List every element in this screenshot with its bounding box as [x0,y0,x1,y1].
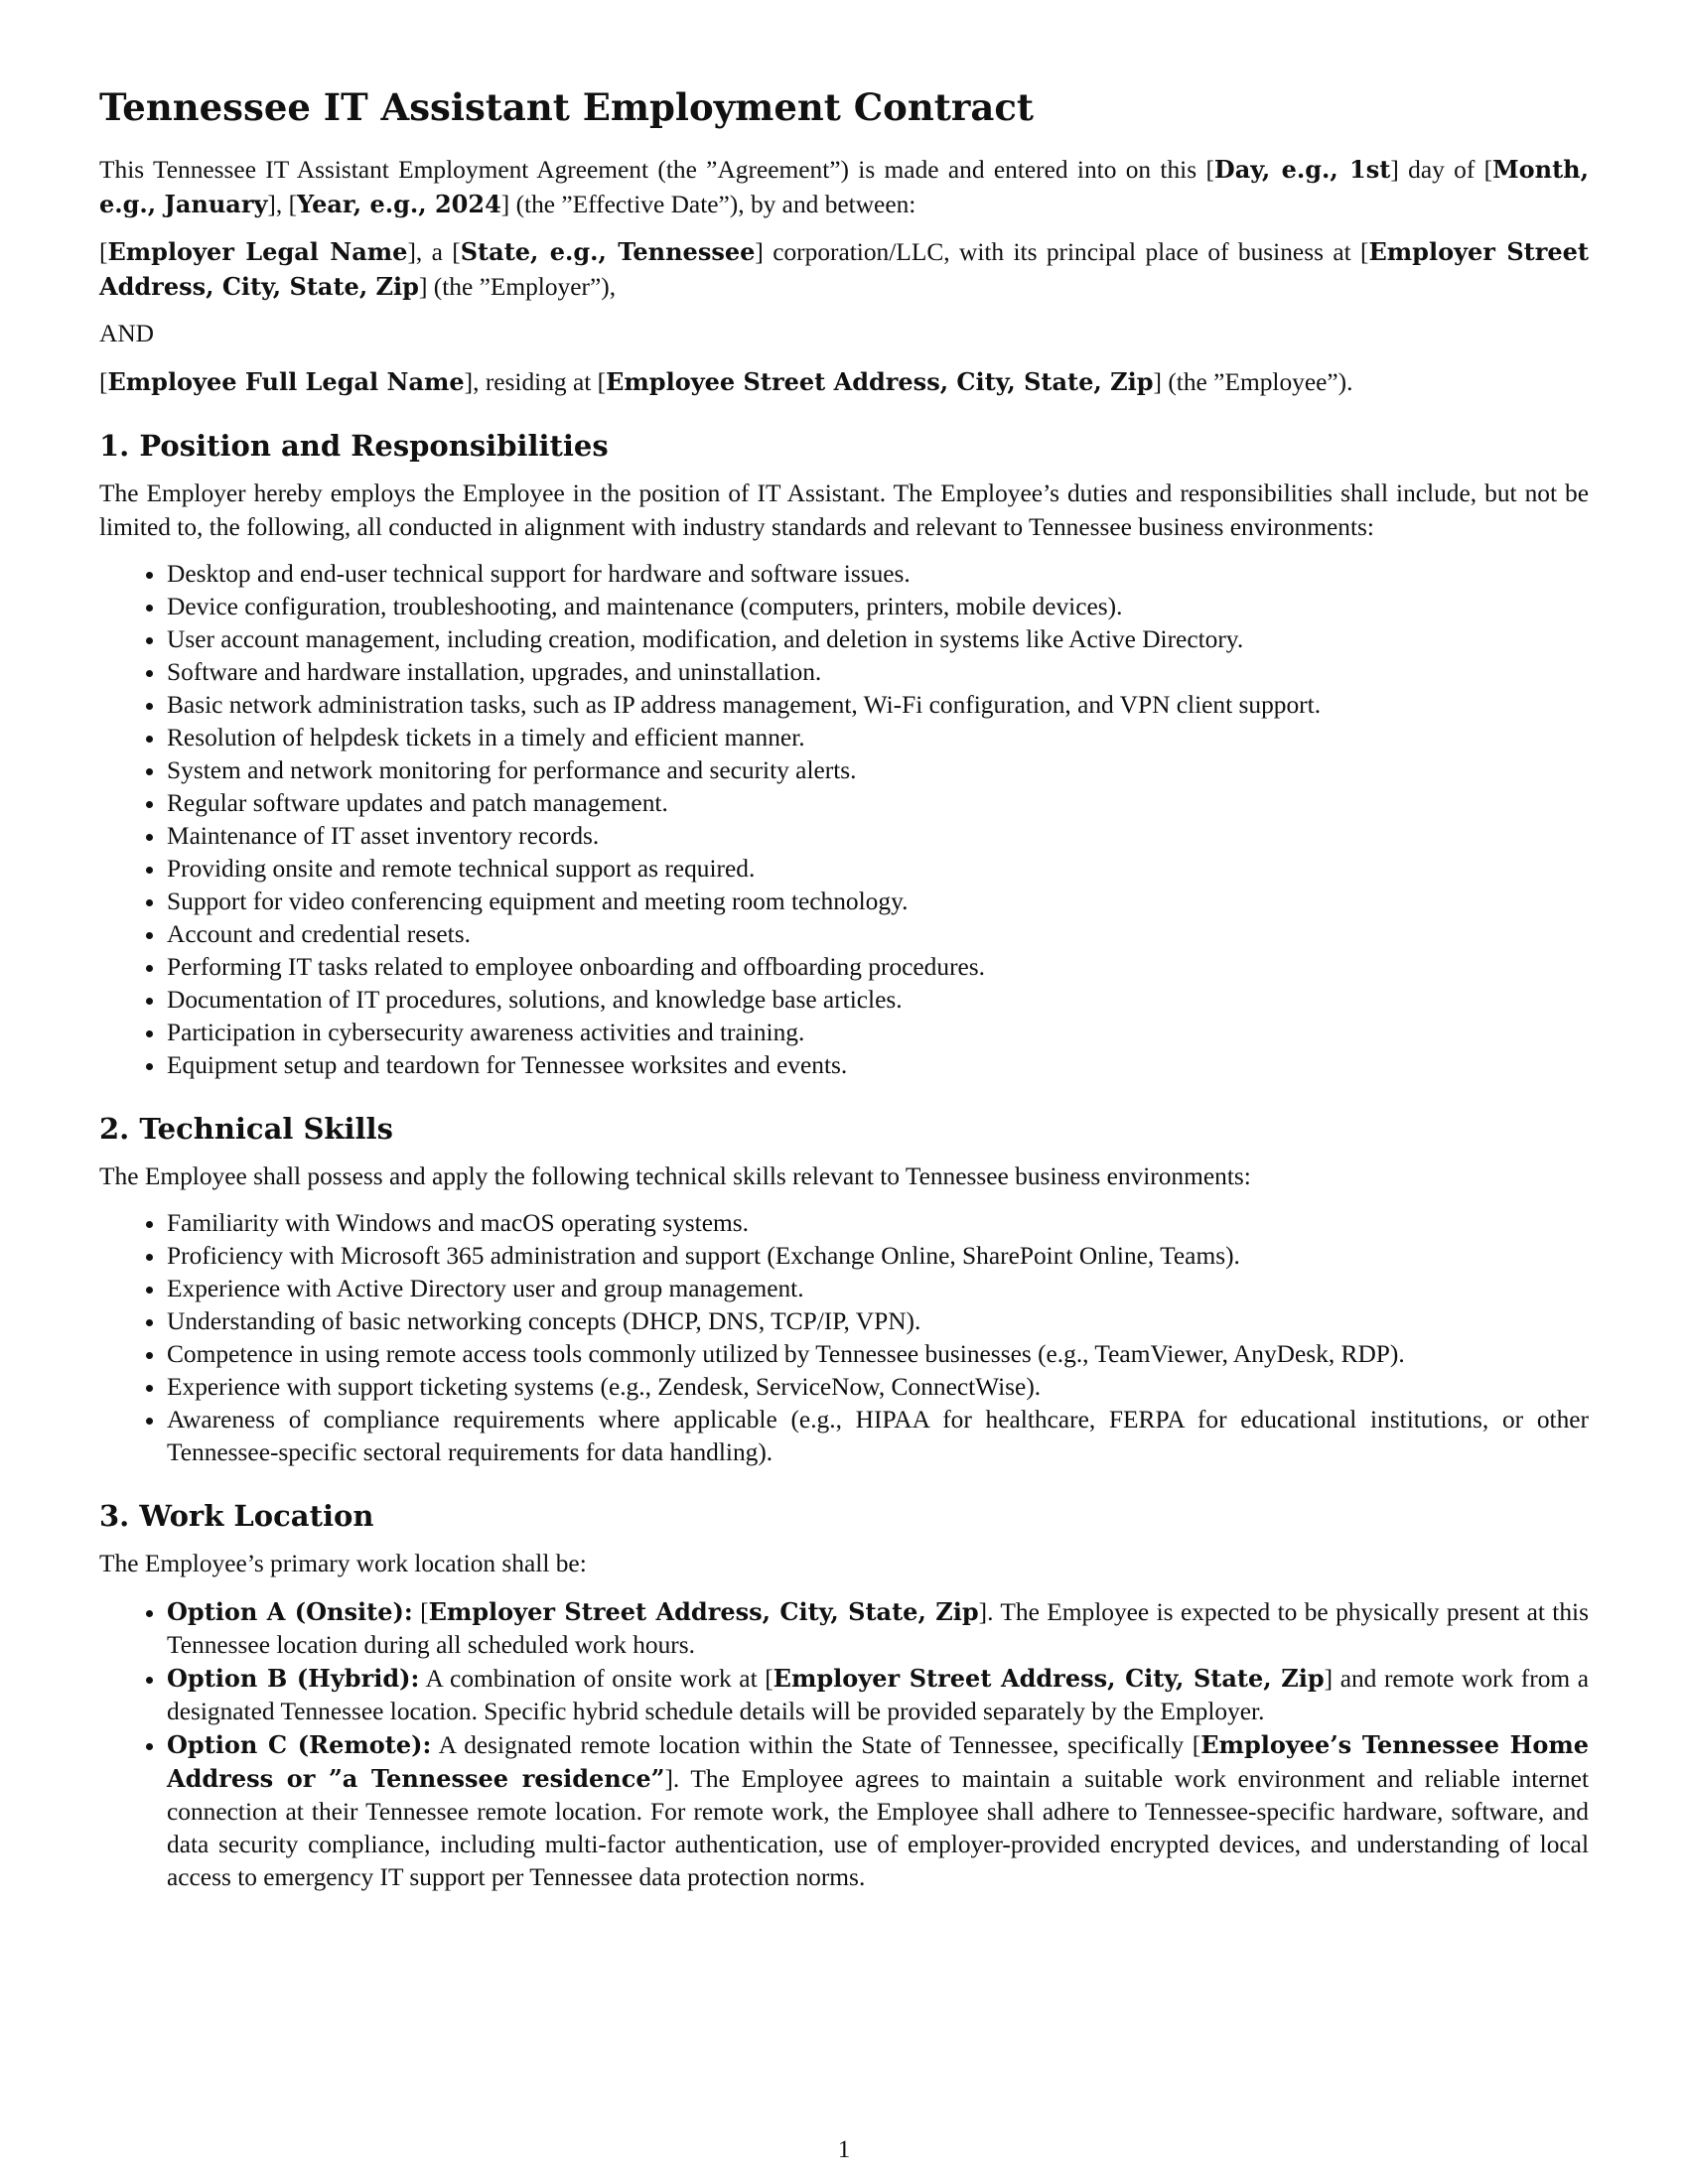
section-heading-skills: 2. Technical Skills [99,1112,393,1147]
list-item: • Account and credential resets. [167,918,1589,951]
list-item: • Equipment setup and teardown for Tennessee worksites and events. [167,1049,1589,1082]
employer-name-placeholder: Employer Legal Name [107,237,408,267]
location-options-list [99,1595,1589,1894]
page-number: 1 [837,2136,851,2163]
month-placeholder: Month, e.g., January [99,155,1589,218]
option-a-item: • Option A (Onsite): [Employer Street Address, City, State, Zip]. The Employee is expected to be physically present at this Tennessee location during all scheduled work hours. [167,1595,1589,1662]
list-item: • Proficiency with Microsoft 365 administration and support (Exchange Online, SharePoint Online, Teams). [167,1240,1589,1273]
employee-name-placeholder: Employee Full Legal Name [107,366,465,396]
list-item: • Experience with Active Directory user and group management. [167,1273,1589,1305]
day-placeholder: Day, e.g., 1st [1213,155,1391,185]
and-text: AND [99,320,155,348]
skills-list [99,1207,1589,1469]
section-heading-position: 1. Position and Responsibilities [99,429,609,464]
list-item: • Performing IT tasks related to employee onboarding and offboarding procedures. [167,951,1589,984]
employer-state-placeholder: State, e.g., Tennessee [460,237,756,267]
document-title: Tennessee IT Assistant Employment Contract [99,85,1034,129]
option-c-item: • Option C (Remote): A designated remote location within the State of Tennessee, specifically [Employee’s Tennessee Home Address or ”a Tennessee residence”]. The Employee agrees to maintain a suitable work environment and reliable internet connection at their Tennessee remote location. For remote work, the Employee shall adhere to Tennessee-specific hardware, software, and data security compliance, including multi-factor authentication, use of employer-provided encrypted devices, and understanding of local access to emergency IT support per Tennessee data protection norms. [167,1728,1589,1894]
list-item: • Regular software updates and patch management. [167,787,1589,820]
section-heading-location: 3. Work Location [99,1499,374,1534]
intro-paragraph: This Tennessee IT Assistant Employment Agreement (the ”Agreement”) is made and entered into on this [Day, e.g., 1st] day of [Month, e.g., January], [Year, e.g., 2024] (the ”Effective Date”), by and between: [99,155,1589,218]
section-intro-location: The Employee’s primary work location shall be: [99,1550,587,1578]
list-item: • Familiarity with Windows and macOS operating systems. [167,1207,1589,1240]
option-c-label: Option C (Remote): [167,1729,432,1759]
employee-paragraph: [Employee Full Legal Name], residing at [Employee Street Address, City, State, Zip] (the ”Employee”). [99,366,1353,396]
list-item: • Competence in using remote access tools commonly utilized by Tennessee businesses (e.g., TeamViewer, AnyDesk, RDP). [167,1338,1589,1371]
list-item: • Participation in cybersecurity awareness activities and training. [167,1017,1589,1049]
responsibilities-list [99,558,1589,1082]
list-item: • Experience with support ticketing systems (e.g., Zendesk, ServiceNow, ConnectWise). [167,1371,1589,1404]
employer-address-placeholder: Employer Street Address, City, State, Zip [99,237,1590,301]
section-intro-position: The Employer hereby employs the Employee in the position of IT Assistant. The Employee’s duties and responsibilities shall include, but not be limited to, the following, all conducted in alignment with industry standards and relevant to Tennessee business environments: [99,479,1589,541]
employer-paragraph: [Employer Legal Name], a [State, e.g., Tennessee] corporation/LLC, with its principal place of business at [Employer Street Address, City, State, Zip] (the ”Employer”), [99,237,1590,301]
list-item: • Support for video conferencing equipment and meeting room technology. [167,886,1589,918]
option-b-item: • Option B (Hybrid): A combination of onsite work at [Employer Street Address, City, State, Zip] and remote work from a designated Tennessee location. Specific hybrid schedule details will be provided separately by the Employer. [167,1662,1589,1728]
list-item: • Basic network administration tasks, such as IP address management, Wi-Fi configuration, and VPN client support. [167,689,1589,722]
year-placeholder: Year, e.g., 2024 [297,189,501,218]
option-b-label: Option B (Hybrid): [167,1663,420,1693]
list-item: • Maintenance of IT asset inventory records. [167,820,1589,853]
list-item: • Awareness of compliance requirements where applicable (e.g., HIPAA for healthcare, FERPA for educational institutions, or other Tennessee-specific sectoral requirements for data handling). [167,1404,1589,1469]
list-item: • Device configuration, troubleshooting, and maintenance (computers, printers, mobile devices). [167,591,1589,623]
list-item: • User account management, including creation, modification, and deletion in systems like Active Directory. [167,623,1589,656]
section-intro-skills: The Employee shall possess and apply the following technical skills relevant to Tennessee business environments: [99,1161,1251,1190]
list-item: • Desktop and end-user technical support for hardware and software issues. [167,558,1589,591]
list-item: • Providing onsite and remote technical support as required. [167,853,1589,886]
option-a-label: Option A (Onsite): [167,1596,413,1626]
list-item: • Documentation of IT procedures, solutions, and knowledge base articles. [167,984,1589,1017]
list-item: • Understanding of basic networking concepts (DHCP, DNS, TCP/IP, VPN). [167,1305,1589,1338]
list-item: • Software and hardware installation, upgrades, and uninstallation. [167,656,1589,689]
employee-address-placeholder: Employee Street Address, City, State, Zip [606,366,1154,396]
list-item: • System and network monitoring for performance and security alerts. [167,754,1589,787]
list-item: • Resolution of helpdesk tickets in a timely and efficient manner. [167,722,1589,754]
